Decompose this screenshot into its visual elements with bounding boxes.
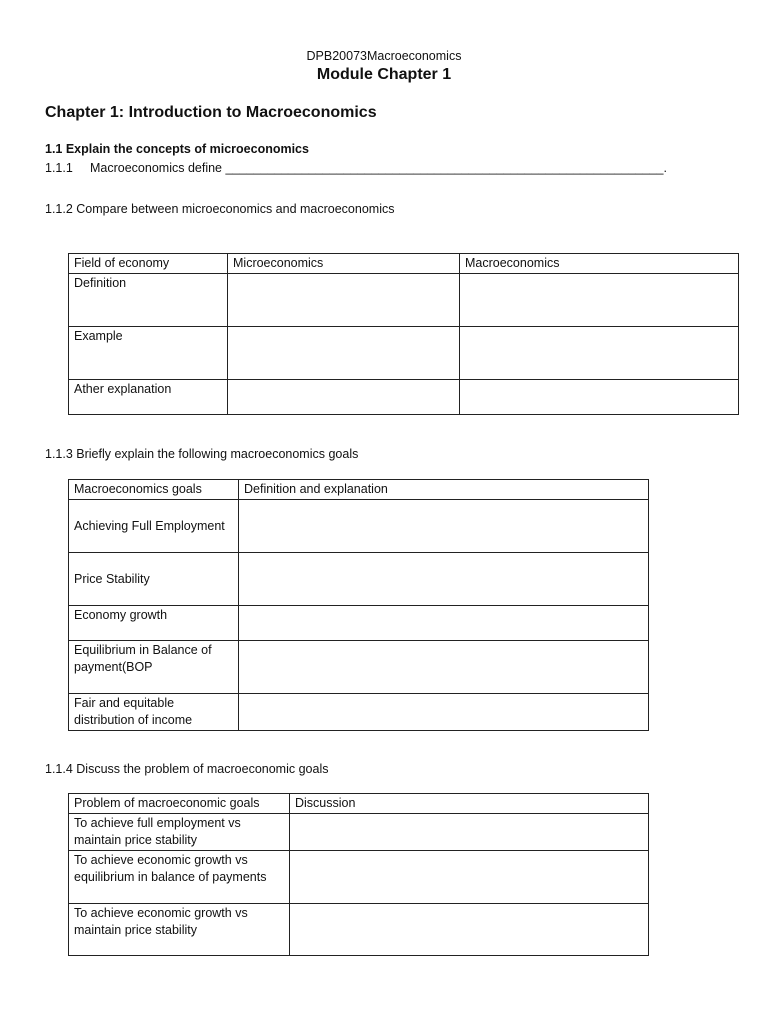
question-1-1-1	[45, 161, 667, 175]
goals-table	[68, 479, 649, 731]
row-label: Example	[69, 327, 228, 380]
table-cell[interactable]	[290, 904, 649, 956]
row-label: Price Stability	[69, 553, 239, 606]
table-cell[interactable]	[460, 327, 739, 380]
row-label: Achieving Full Employment	[69, 500, 239, 553]
question-text: Macroeconomics define _______________________________________________________________.	[90, 161, 667, 175]
table-cell[interactable]	[239, 641, 649, 694]
row-label: To achieve economic growth vs equilibrium in balance of payments	[69, 851, 290, 904]
table-cell[interactable]	[239, 694, 649, 731]
table-header: Macroeconomics	[460, 254, 739, 274]
row-label: Economy growth	[69, 606, 239, 641]
table-header: Problem of macroeconomic goals	[69, 794, 290, 814]
question-1-1-2: 1.1.2 Compare between microeconomics and macroeconomics	[45, 202, 395, 216]
row-label: Ather explanation	[69, 380, 228, 415]
table-cell[interactable]	[460, 380, 739, 415]
table-header: Definition and explanation	[239, 480, 649, 500]
question-number: 1.1.1	[45, 161, 73, 175]
table-header: Field of economy	[69, 254, 228, 274]
table-cell[interactable]	[228, 327, 460, 380]
row-label: Equilibrium in Balance of payment(BOP	[69, 641, 239, 694]
section-heading: 1.1 Explain the concepts of microeconomics	[45, 142, 309, 156]
row-label: To achieve economic growth vs maintain price stability	[69, 904, 290, 956]
question-1-1-4: 1.1.4 Discuss the problem of macroeconomic goals	[45, 762, 329, 776]
table-cell[interactable]	[239, 553, 649, 606]
row-label: Definition	[69, 274, 228, 327]
table-cell[interactable]	[239, 500, 649, 553]
table-cell[interactable]	[239, 606, 649, 641]
table-cell[interactable]	[228, 380, 460, 415]
document-code: DPB20073Macroeconomics	[306, 49, 462, 63]
table-header: Discussion	[290, 794, 649, 814]
table-header: Macroeconomics goals	[69, 480, 239, 500]
table-cell[interactable]	[228, 274, 460, 327]
row-label: Fair and equitable distribution of income	[69, 694, 239, 731]
problems-table	[68, 793, 649, 956]
chapter-title: Chapter 1: Introduction to Macroeconomics	[45, 104, 377, 121]
row-label: To achieve full employment vs maintain price stability	[69, 814, 290, 851]
table-header: Microeconomics	[228, 254, 460, 274]
table-cell[interactable]	[460, 274, 739, 327]
table-cell[interactable]	[290, 851, 649, 904]
compare-table	[68, 253, 739, 415]
question-1-1-3: 1.1.3 Briefly explain the following macroeconomics goals	[45, 447, 359, 461]
module-title: Module Chapter 1	[316, 66, 452, 83]
table-cell[interactable]	[290, 814, 649, 851]
